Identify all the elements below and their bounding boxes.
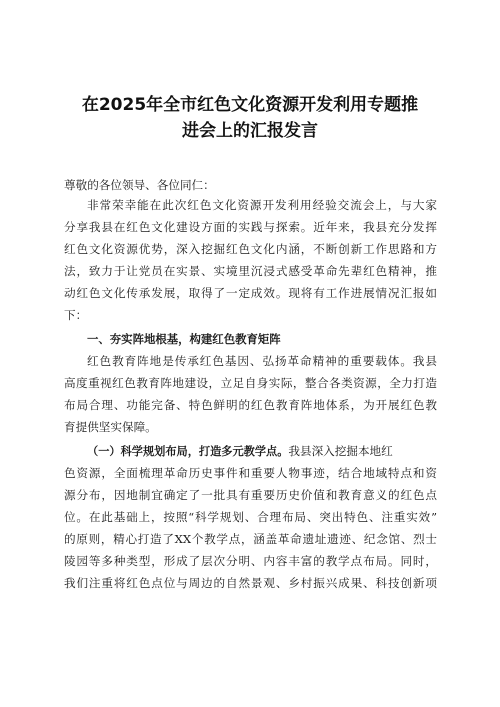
subsection-body-line: 陵园等多种类型，形成了层次分明、内容丰富的教学点布局。同时， xyxy=(64,554,437,568)
section-body-line: 布局合理、功能完备、特色鲜明的红色教育阵地体系，为开展红色教 xyxy=(64,398,437,412)
subsection-lead-text: 我县深入挖掘本地红 xyxy=(288,444,393,458)
intro-line: 法，致力于让党员在实景、实境里沉浸式感受革命先辈红色精神，推 xyxy=(64,264,437,278)
intro-line: 下： xyxy=(64,308,88,322)
document-title-line-1: 在2025年全市红色文化资源开发利用专题推 xyxy=(81,95,419,115)
subsection-body-line: 源分布，因地制宜确定了一批具有重要历史价值和教育意义的红色点 xyxy=(64,488,437,502)
intro-line: 非常荣幸能在此次红色文化资源开发利用经验交流会上，与大家 xyxy=(87,198,437,212)
section-body-line: 高度重视红色教育阵地建设，立足自身实际，整合各类资源，全力打造 xyxy=(64,376,437,390)
subsection-body-line: 的原则，精心打造了XX个教学点，涵盖革命遗址遗迹、纪念馆、烈士 xyxy=(64,532,437,546)
section-heading: 一、夯实阵地根基，构建红色教育矩阵 xyxy=(87,332,281,346)
subsection-heading: （一）科学规划布局，打造多元教学点。 xyxy=(87,445,289,458)
subsection-body-line: 色资源，全面梳理革命历史事件和重要人物事迹，结合地域特点和资 xyxy=(64,466,437,480)
section-body-line: 育提供坚实保障。 xyxy=(64,420,157,434)
document-title-line-2: 进会上的汇报发言 xyxy=(182,121,318,141)
subsection-lead-line xyxy=(87,442,437,461)
intro-line: 动红色文化传承发展，取得了一定成效。现将有工作进展情况汇报如 xyxy=(64,286,437,300)
salutation: 尊敬的各位领导、各位同仁： xyxy=(64,178,215,192)
subsection-body-line: 我们注重将红色点位与周边的自然景观、乡村振兴成果、科技创新项 xyxy=(64,576,437,590)
intro-line: 红色文化资源优势，深入挖掘红色文化内涵，不断创新工作思路和方 xyxy=(64,242,437,256)
subsection-body-line: 位。在此基础上，按照“科学规划、合理布局、突出特色、注重实效” xyxy=(64,510,437,524)
section-body-line: 红色教育阵地是传承红色基因、弘扬革命精神的重要载体。我县 xyxy=(87,354,437,368)
intro-line: 分享我县在红色文化建设方面的实践与探索。近年来，我县充分发挥 xyxy=(64,220,437,234)
